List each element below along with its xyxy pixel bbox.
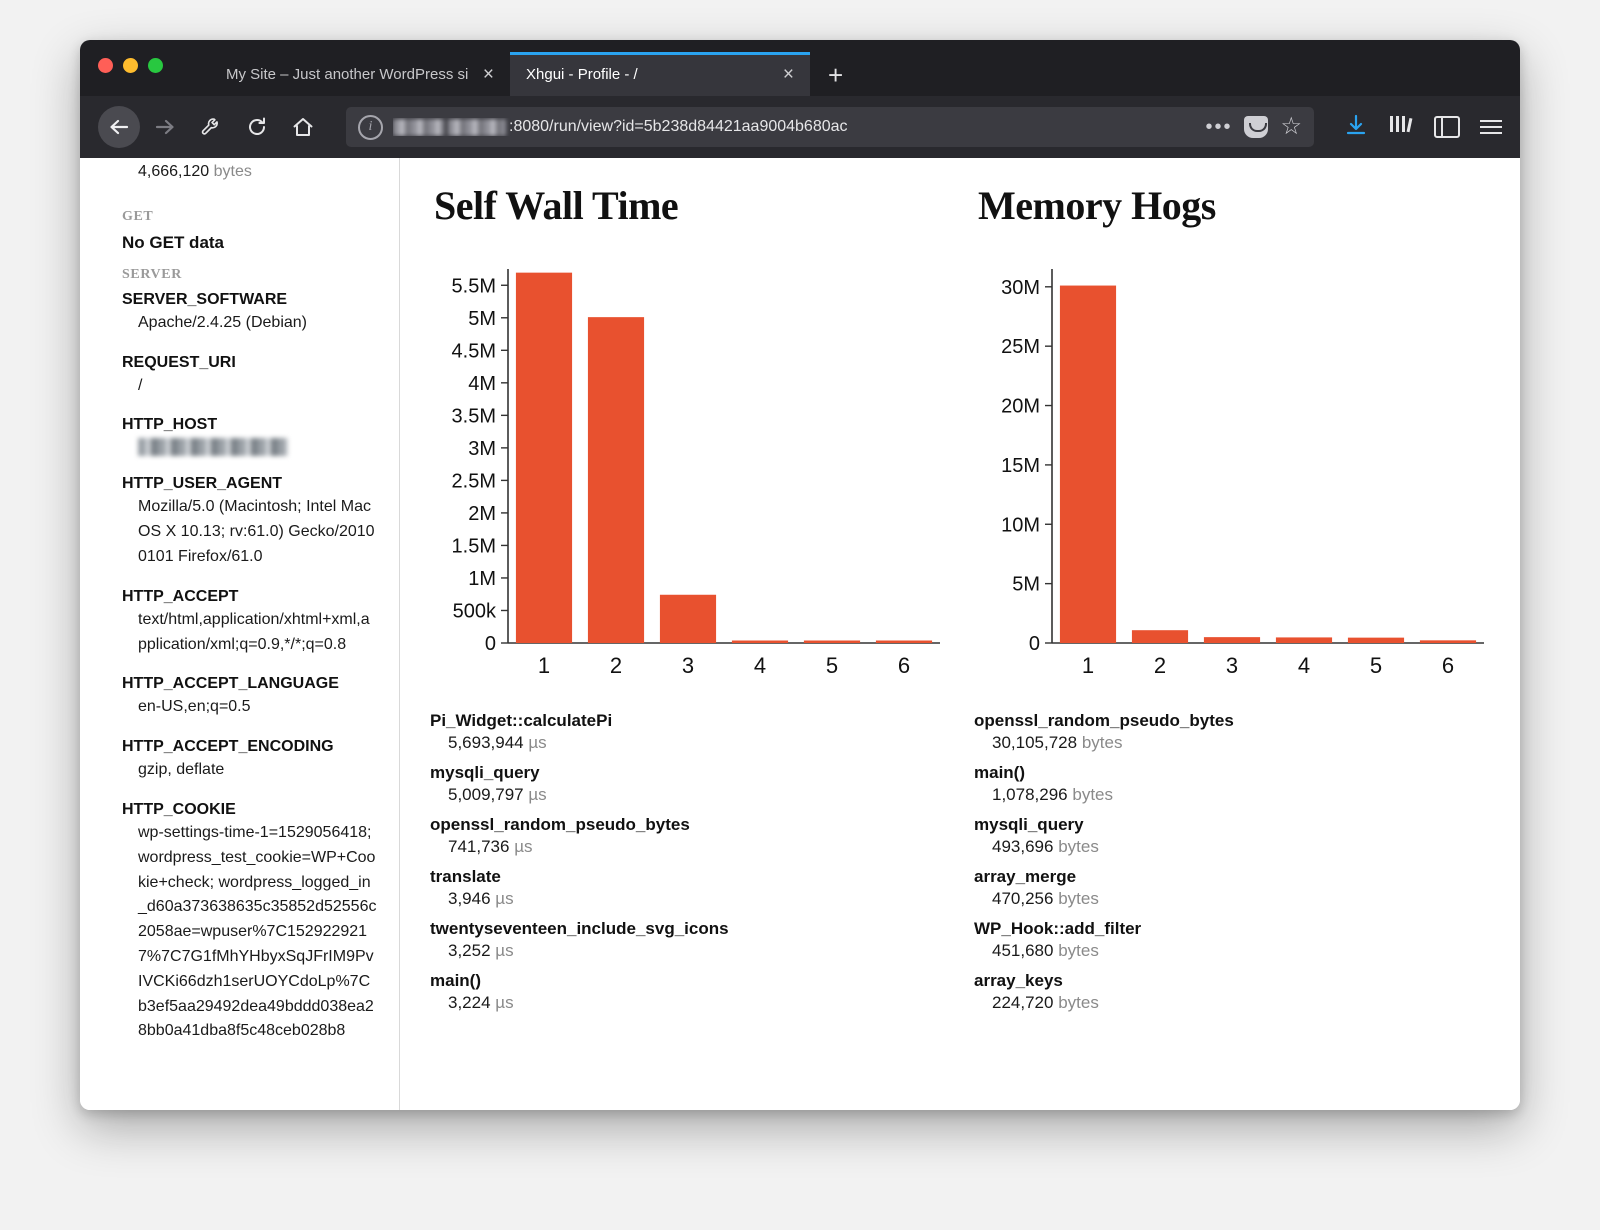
svg-text:4: 4 <box>753 653 767 678</box>
legend-name: main() <box>430 971 481 990</box>
svg-text:5.5M: 5.5M <box>451 275 496 298</box>
legend-number: 3,252 <box>448 941 491 960</box>
legend-item <box>974 815 1490 857</box>
legend-number: 5,009,797 <box>448 785 524 804</box>
tab-title: My Site – Just another WordPress si <box>226 65 469 83</box>
legend-item <box>430 763 946 805</box>
svg-text:1M: 1M <box>468 567 496 590</box>
server-key-http-cookie: HTTP_COOKIE <box>122 800 236 818</box>
redacted-host <box>393 119 445 136</box>
svg-text:2: 2 <box>1153 653 1167 678</box>
legend-value <box>430 889 946 909</box>
section-heading-get: GET <box>122 208 154 224</box>
legend-name: Pi_Widget::calculatePi <box>430 711 613 730</box>
legend-name: twentyseventeen_include_svg_icons <box>430 919 729 938</box>
legend-value <box>430 837 946 857</box>
server-value-http-cookie: wp-settings-time-1=1529056418; wordpress_test_cookie=WP+Cookie+check; wordpress_logged_in_d60a373638635c35852d52556c2058ae=wpuser%7C1529229217%7C7G1fMhYHbyxSqJFrIM9PvIVCKi66dzh1serUOYCdoLp%7Cb3ef5aa29492dea49bddd038ea28bb0a41dba8f5c48ceb028b8 <box>138 823 377 1040</box>
legend-name: mysqli_query <box>974 815 1084 834</box>
legend-name: translate <box>430 867 501 886</box>
maximize-window-button[interactable] <box>148 58 163 73</box>
home-icon[interactable] <box>282 106 324 148</box>
legend-number: 470,256 <box>992 889 1054 908</box>
svg-text:5M: 5M <box>468 307 496 330</box>
browser-toolbar-actions <box>1344 113 1502 142</box>
svg-text:6: 6 <box>1441 653 1455 678</box>
chart-title: Self Wall Time <box>434 183 679 228</box>
svg-text:1: 1 <box>537 653 551 678</box>
svg-text:30M: 30M <box>1001 276 1040 299</box>
svg-text:15M: 15M <box>1001 454 1040 477</box>
legend-value <box>974 889 1490 909</box>
legend-value <box>974 785 1490 805</box>
server-value-http-accept-language: en-US,en;q=0.5 <box>138 698 251 716</box>
legend-unit: µs <box>514 837 533 856</box>
legend-value <box>974 993 1490 1013</box>
legend-name: main() <box>974 763 1025 782</box>
legend-value <box>430 785 946 805</box>
browser-window <box>80 40 1520 1110</box>
tab-xhgui-profile[interactable] <box>510 52 810 96</box>
legend-number: 1,078,296 <box>992 785 1068 804</box>
page-content <box>80 158 1520 1110</box>
legend-number: 3,946 <box>448 889 491 908</box>
close-window-button[interactable] <box>98 58 113 73</box>
legend-value <box>430 733 946 753</box>
window-controls <box>98 58 163 73</box>
legend-number: 30,105,728 <box>992 733 1078 752</box>
server-key-http-user-agent: HTTP_USER_AGENT <box>122 475 283 493</box>
legend-name: array_keys <box>974 971 1063 990</box>
legend-item <box>974 711 1490 753</box>
bar-chart-plot <box>430 257 946 687</box>
svg-text:2: 2 <box>609 653 623 678</box>
new-tab-button[interactable]: + <box>828 60 844 90</box>
svg-text:4: 4 <box>1297 653 1311 678</box>
legend-number: 3,224 <box>448 993 491 1012</box>
legend-item <box>974 971 1490 1013</box>
svg-text:0: 0 <box>484 633 496 655</box>
svg-text:500k: 500k <box>452 600 496 623</box>
top-value-number: 4,666,120 <box>138 163 210 180</box>
chart-memory-hogs <box>974 168 1490 1110</box>
minimize-window-button[interactable] <box>123 58 138 73</box>
legend-unit: µs <box>495 889 514 908</box>
downloads-icon[interactable] <box>1344 113 1368 142</box>
svg-text:5: 5 <box>1369 653 1383 678</box>
legend-name: array_merge <box>974 867 1077 886</box>
legend-unit: bytes <box>1058 993 1099 1012</box>
library-icon[interactable] <box>1388 113 1414 141</box>
page-actions-icon[interactable]: ••• <box>1205 115 1233 138</box>
no-get-data-text: No GET data <box>122 232 225 252</box>
pocket-icon[interactable] <box>1244 116 1268 138</box>
svg-text:2.5M: 2.5M <box>451 470 496 493</box>
server-value-server-software: Apache/2.4.25 (Debian) <box>138 313 307 331</box>
legend-unit: µs <box>528 785 547 804</box>
legend-value <box>974 837 1490 857</box>
legend-number: 224,720 <box>992 993 1054 1012</box>
server-key-http-accept-language: HTTP_ACCEPT_LANGUAGE <box>122 675 339 693</box>
server-key-request-uri: REQUEST_URI <box>122 353 236 371</box>
url-text[interactable] <box>393 118 1195 136</box>
legend-unit: bytes <box>1058 837 1099 856</box>
page-info-icon[interactable]: i <box>358 115 383 140</box>
close-icon[interactable]: × <box>782 63 794 85</box>
redacted-http-host-value <box>138 438 288 456</box>
legend-number: 493,696 <box>992 837 1054 856</box>
svg-text:20M: 20M <box>1001 395 1040 418</box>
chart-legend <box>974 711 1490 1013</box>
legend-unit: bytes <box>1058 889 1099 908</box>
legend-unit: bytes <box>1072 785 1114 804</box>
svg-text:3: 3 <box>1225 653 1239 678</box>
svg-text:4M: 4M <box>468 372 496 395</box>
svg-text:1: 1 <box>1081 653 1095 678</box>
svg-text:3.5M: 3.5M <box>451 405 496 428</box>
legend-item <box>430 971 946 1013</box>
wrench-icon[interactable] <box>190 106 232 148</box>
legend-item <box>430 919 946 961</box>
svg-text:25M: 25M <box>1001 336 1040 359</box>
legend-unit: bytes <box>1081 733 1123 752</box>
tab-title: Xhgui - Profile - / <box>526 65 638 83</box>
legend-unit: µs <box>495 993 514 1012</box>
redacted-host-2 <box>448 119 506 136</box>
legend-name: openssl_random_pseudo_bytes <box>430 815 690 834</box>
menu-icon[interactable] <box>1480 120 1502 134</box>
chart-title: Memory Hogs <box>978 183 1216 228</box>
top-value-line <box>122 158 377 195</box>
top-value-unit: bytes <box>213 163 252 180</box>
svg-text:2M: 2M <box>468 502 496 525</box>
svg-text:1.5M: 1.5M <box>451 535 496 558</box>
back-icon[interactable] <box>98 106 140 148</box>
legend-unit: bytes <box>1058 941 1099 960</box>
server-key-http-accept: HTTP_ACCEPT <box>122 587 239 605</box>
charts-area <box>400 158 1520 1110</box>
section-heading-server: SERVER <box>122 266 182 282</box>
svg-text:10M: 10M <box>1001 514 1040 537</box>
tab-my-site[interactable] <box>210 52 510 96</box>
server-value-http-accept: text/html,application/xhtml+xml,application/xml;q=0.9,*/*;q=0.8 <box>138 610 370 653</box>
svg-text:3: 3 <box>681 653 695 678</box>
url-value: :8080/run/view?id=5b238d84421aa9004b680ac <box>509 118 848 135</box>
server-value-request-uri: / <box>138 376 143 394</box>
legend-value <box>974 941 1490 961</box>
close-icon[interactable]: × <box>482 63 494 85</box>
address-bar[interactable] <box>346 107 1314 147</box>
legend-name: mysqli_query <box>430 763 540 782</box>
bookmark-star-icon[interactable]: ☆ <box>1280 113 1302 140</box>
legend-item <box>430 711 946 753</box>
server-key-server-software: SERVER_SOFTWARE <box>122 290 288 308</box>
bar-chart-plot <box>974 257 1490 687</box>
chart-legend <box>430 711 946 1013</box>
title-bar <box>80 40 1520 96</box>
legend-unit: µs <box>528 733 547 752</box>
server-value-http-user-agent: Mozilla/5.0 (Macintosh; Intel Mac OS X 10.13; rv:61.0) Gecko/20100101 Firefox/61.0 <box>138 498 375 565</box>
svg-text:4.5M: 4.5M <box>451 340 496 363</box>
legend-number: 741,736 <box>448 837 510 856</box>
sidebar-toggle-icon[interactable] <box>1434 116 1460 138</box>
legend-item <box>974 919 1490 961</box>
legend-unit: µs <box>495 941 514 960</box>
address-bar-actions <box>1205 115 1302 139</box>
legend-name: openssl_random_pseudo_bytes <box>974 711 1234 730</box>
server-value-http-accept-encoding: gzip, deflate <box>138 761 225 779</box>
legend-item <box>430 815 946 857</box>
legend-item <box>430 867 946 909</box>
request-details-panel <box>80 158 400 1110</box>
svg-text:0: 0 <box>1028 633 1040 655</box>
svg-text:5M: 5M <box>1012 573 1040 596</box>
svg-text:5: 5 <box>825 653 839 678</box>
legend-item <box>974 867 1490 909</box>
server-key-http-host: HTTP_HOST <box>122 416 218 434</box>
legend-name: WP_Hook::add_filter <box>974 919 1142 938</box>
legend-item <box>974 763 1490 805</box>
tab-strip <box>210 40 843 96</box>
server-key-http-accept-encoding: HTTP_ACCEPT_ENCODING <box>122 738 334 756</box>
legend-number: 451,680 <box>992 941 1054 960</box>
svg-text:6: 6 <box>897 653 911 678</box>
svg-text:3M: 3M <box>468 437 496 460</box>
reload-icon[interactable] <box>236 106 278 148</box>
legend-number: 5,693,944 <box>448 733 524 752</box>
legend-value <box>974 733 1490 753</box>
forward-icon[interactable] <box>144 106 186 148</box>
legend-value <box>430 993 946 1013</box>
legend-value <box>430 941 946 961</box>
chart-self-wall-time <box>430 168 946 1110</box>
navigation-toolbar <box>80 96 1520 158</box>
